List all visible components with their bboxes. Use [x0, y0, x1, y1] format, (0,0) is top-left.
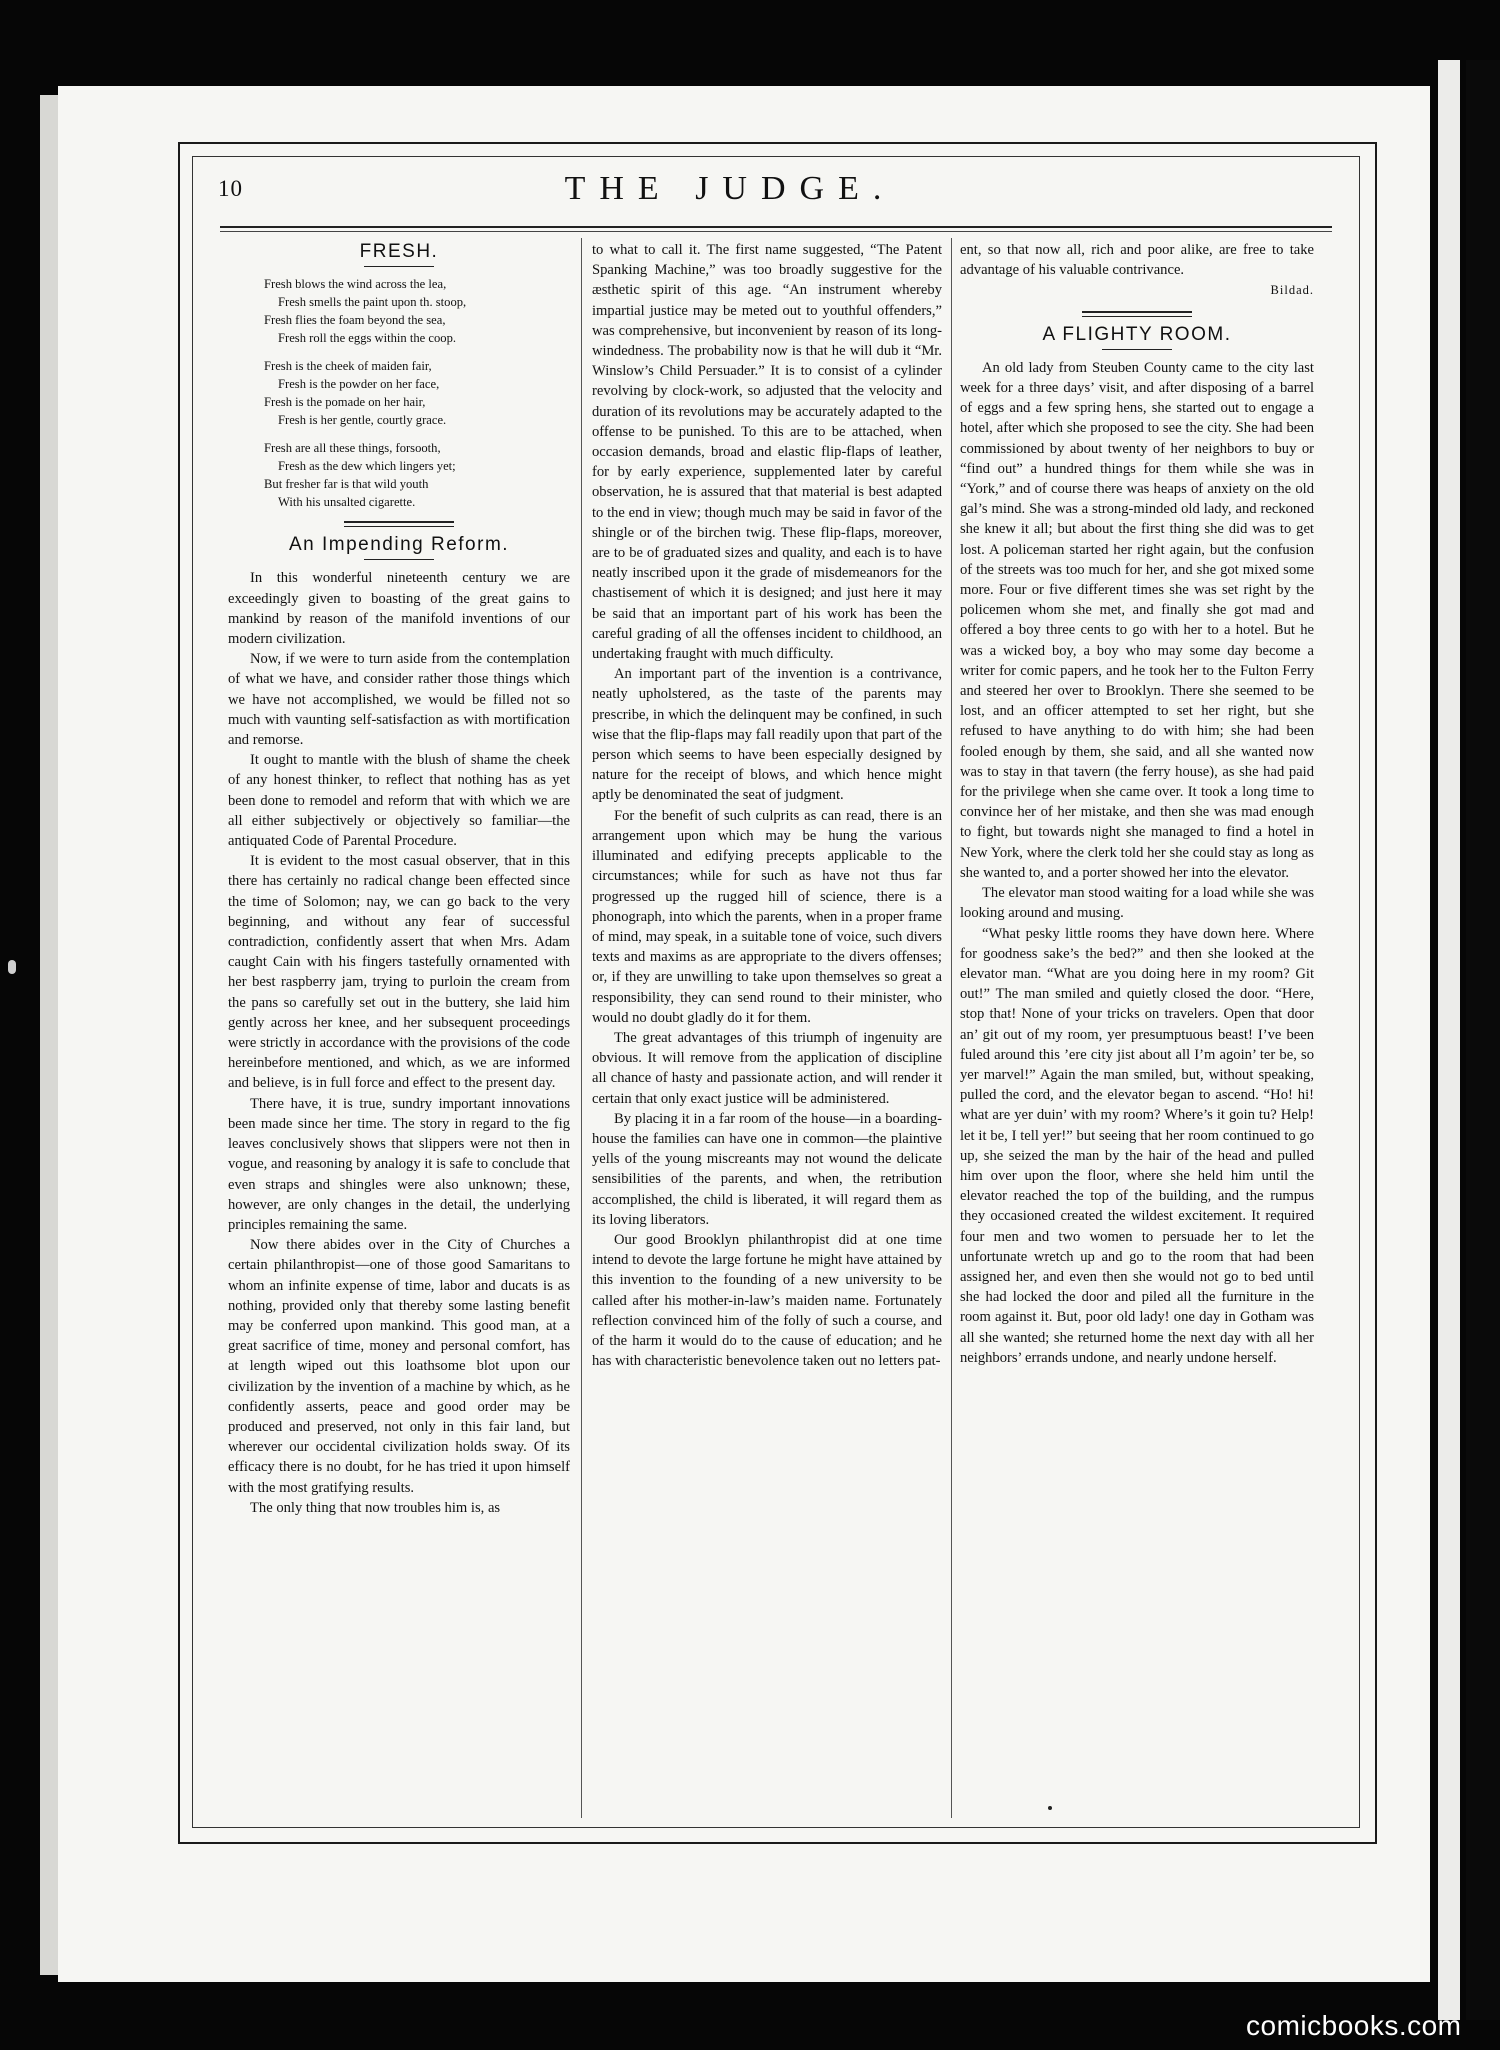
article-title: A FLIGHTY ROOM.: [1042, 323, 1232, 345]
article-paragraph: ent, so that now all, rich and poor alike, are free to take advantage of his valuable contrivance.: [960, 242, 1314, 279]
poem-line: Fresh as the dew which lingers yet;: [278, 459, 456, 474]
column-divider-2: [951, 238, 952, 1818]
end-mark: [1048, 1806, 1052, 1810]
article-paragraph: Our good Brooklyn philanthropist did at one time intend to devote the large fortune he might have attained by this invention to the founding of a new university to be called after his mother-in-law’s maiden name. Fortunately reflection convinced him of the folly of such a course, and of the harm it would do to the cause of education; and he has with characteristic benevolence taken out no letters pat-: [592, 1231, 942, 1370]
article-paragraph: An important part of the invention is a contrivance, neatly upholstered, as the taste of the parents may prescribe, in which the delinquent may be confined, in such wise that the flip-flaps may fall readily upon that part of the person which seems to have been especially designed by nature for the receipt of blows, and which hence might aptly be denominated the seat of judgment.: [592, 666, 942, 804]
article-paragraph: It is evident to the most casual observer, that in this there has certainly no radical change been effected since the time of Solomon; nay, we can go back to the very beginning, and without any fear of successful contradiction, confidently assert that when Mrs. Adam caught Cain with his fingers tastefully ornamented with her best raspberry jam, trying to purloin the cream from the pans so carefully set out in the buttery, she laid him gently across her knee, and her subsequent proceedings were strictly in accordance with the provisions of the code hereinbefore mentioned, and which, as we are informed and believe, is in full force and effect to the present day.: [228, 853, 570, 1092]
poem-line: Fresh roll the eggs within the coop.: [278, 331, 457, 346]
poem-line: Fresh flies the foam beyond the sea,: [264, 313, 446, 328]
scan-smudge: [8, 960, 16, 974]
title-rule: [364, 559, 434, 560]
poem-line: Fresh smells the paint upon th. stoop,: [278, 295, 467, 310]
next-page-edge: [1438, 60, 1460, 2020]
site-watermark: comicbooks.com: [1246, 2010, 1462, 2041]
column-2: [592, 240, 942, 1371]
poem-stanza: [264, 439, 570, 511]
scan-right-margin: [1466, 60, 1500, 2020]
column-3: [960, 240, 1314, 1368]
poem-stanza: [264, 275, 570, 347]
article-paragraph: The great advantages of this triumph of ingenuity are obvious. It will remove from the application of discipline all chance of hasty and passionate action, and will render it certain that only exact justice will be administered.: [592, 1029, 942, 1107]
header-rule-thin: [220, 231, 1332, 232]
section-rule: [1082, 311, 1192, 317]
column-divider-1: [581, 238, 582, 1818]
poem-line: Fresh are all these things, forsooth,: [264, 441, 441, 456]
article-paragraph: “What pesky little rooms they have down here. Where for goodness sake’s the bed?” and then she looked at the elevator man. “What are you doing here in my room? Git out!” The man smiled and quietly closed the door. “Here, stop that! None of your tricks on travelers. Open that door an’ git out of my room, yer presumptuous beast! I’ve been fuled around this ’ere city jist about all I’m agoin’ ter be, so yer marvel!” Again the man smiled, but, without speaking, pulled the cord, and the elevator began to ascend. “Ho! hi! what are yer duin’ with my room? Where’s it goin tu? Help! let it be, I tell yer!” but seeing that her room continued to go up, she seized the man by the hair of the head and pulled him over upon the floor, where she held him until the elevator reached the top of the building, and the rumpus they occasioned created the wildest excitement. It required four men and two women to persuade her to let the unfortunate wretch up and go to the room that had been assigned her, and even then she would not go to bed until she had locked the door and piled all the furniture in the room against it. But, poor old lady! one day in Gotham was all she wanted; she returned home the next day with all her neighbors’ errands undone, and nearly undone herself.: [960, 925, 1314, 1366]
poem-line: Fresh is her gentle, courtly grace.: [278, 413, 447, 428]
poem-line: With his unsalted cigarette.: [278, 495, 416, 510]
article-paragraph: The elevator man stood waiting for a load while she was looking around and musing.: [960, 885, 1314, 922]
article-paragraph: In this wonderful nineteenth century we are exceedingly given to boasting of the great gains to mankind by reason of the manifold inventions of our modern civilization.: [228, 570, 570, 648]
author-signature: Bildad.: [1270, 283, 1314, 298]
title-rule: [1102, 349, 1172, 350]
article-paragraph: By placing it in a far room of the house—in a boarding-house the families can have one in common—the plaintive yells of the young miscreants may not wound the delicate sensibilities of the parents, and when, the retribution accomplished, the child is liberated, it will regard them as its loving liberators.: [592, 1110, 942, 1228]
article-paragraph: For the benefit of such culprits as can read, there is an arrangement upon which may be hung the various illuminated and edifying precepts applicable to the circumstances; while for such as have not thus far progressed up the rugged hill of science, there is a phonograph, into which the parents, when in a proper frame of mind, may speak, in a suitable tone of voice, such divers texts and maxims as are appropriate to the divers offenses; or, if they are unwilling to take upon themselves so great a responsibility, they can send round to their minister, who would no doubt gladly do it for them.: [592, 807, 942, 1026]
header-rule: [220, 226, 1332, 228]
article-paragraph: There have, it is true, sundry important innovations been made since her time. The story in regard to the fig leaves conclusively shows that slippers were not then in vogue, and reasoning by analogy it is safe to conclude that even straps and shingles were also unknown; these, however, are only changes in the detail, the underlying principles remaining the same.: [228, 1095, 570, 1233]
poem-line: Fresh is the cheek of maiden fair,: [264, 359, 432, 374]
article-paragraph: It ought to mantle with the blush of shame the cheek of any honest thinker, to reflect that nothing has as yet been done to remodel and reform that with which we are all either subjectively or objectively so familiar—the antiquated Code of Parental Procedure.: [228, 752, 570, 850]
article-paragraph: An old lady from Steuben County came to the city last week for a three days’ visit, and after disposing of a barrel of eggs and a few spring hens, she started out to engage a hotel, after which she proposed to see the city. She had been commissioned by about twenty of her neighbors to buy or “find out” a hundred things for them while she was in “York,” and of course there was heaps of anxiety on the old gal’s mind. She was a strong-minded old lady, and reckoned she knew it all; but about the first thing she did was to get lost. A policeman started her right again, but the confusion of the streets was too much for her, and she got mixed some more. Four or five different times she was set right by the policemen whom she met, and finally she got mad and offered a boy three cents to go with her to a hotel. But he was a wicked boy, a boy who may some day become a writer for comic papers, and he took her to the Fulton Ferry and steered her over to Brooklyn. There she seemed to be lost, and an officer attempted to set her right, but she refused to have anything to do with him; she had been fooled enough by them, she said, and all she wanted now was to stay in that tavern (the ferry house), as she had paid for the privilege when she came over. It took a long time to convince her of her mistake, and then she was mad enough to fight, but towards night she managed to find a hotel in New York, where the clerk told her she could stay as long as she wanted to, and a porter showed her into the elevator.: [960, 359, 1314, 881]
title-rule: [364, 266, 434, 267]
poem-stanza: [264, 357, 570, 429]
column-1: [228, 240, 570, 1518]
article-paragraph: to what to call it. The first name suggested, “The Patent Spanking Machine,” was too broadly suggestive for the æsthetic spirit of this age. “An instrument whereby impartial justice may be meted out to youthful offenders,” was comprehensive, but inconvenient by reason of its long-windedness. The probability now is that he will dub it “Mr. Winslow’s Child Persuader.” It is to consist of a cylinder revolving by clock-work, so adjusted that the velocity and duration of its revolutions may be accurately adapted to the offense to be punished. To this are to be attached, when occasion demands, broad and elastic flip-flaps of leather, for by early experience, supplemented later by careful observation, he is assured that that material is best adapted to the end in view; though much may be said in favor of the shingle or of the birchen twig. These flip-flaps, moreover, are to be of graduated sizes and quality, and each is to have neatly inscribed upon it the grade of misdemeanors for the chastisement of which it is designed; and just here it may be said that an important part of his work has been the careful grading of all the offenses incident to childhood, an undertaking fraught with much difficulty.: [592, 242, 942, 663]
section-rule: [344, 521, 454, 527]
masthead-title: THE JUDGE.: [564, 170, 896, 207]
poem-line: But fresher far is that wild youth: [264, 477, 429, 492]
page-number: 10: [218, 176, 243, 201]
article-paragraph: The only thing that now troubles him is, as: [250, 1499, 501, 1516]
article-paragraph: Now there abides over in the City of Churches a certain philanthropist—one of those good Samaritans to whom an infinite expense of time, labor and ducats is as nothing, provided only that thereby some lasting benefit may be conferred upon mankind. This good man, at a great sacrifice of time, money and personal comfort, has at length wiped out this loathsome blot upon our civilization by the invention of a machine by which, as he confidently asserts, peace and good order may be produced and preserved, not only in this fair land, but wherever our occidental civilization holds sway. Of its efficacy there is no doubt, for he has tried it upon himself with the most gratifying results.: [228, 1237, 570, 1496]
poem-line: Fresh is the pomade on her hair,: [264, 395, 426, 410]
article-title: An Impending Reform.: [288, 534, 510, 556]
poem-line: Fresh is the powder on her face,: [278, 377, 440, 392]
article-paragraph: Now, if we were to turn aside from the contemplation of what we have, and consider rather those things which we have not accomplished, we would be filled not so much with vaunting self-satisfaction as with mortification and remorse.: [228, 651, 570, 749]
poem-line: Fresh blows the wind across the lea,: [264, 277, 447, 292]
poem-title: FRESH.: [359, 241, 439, 262]
